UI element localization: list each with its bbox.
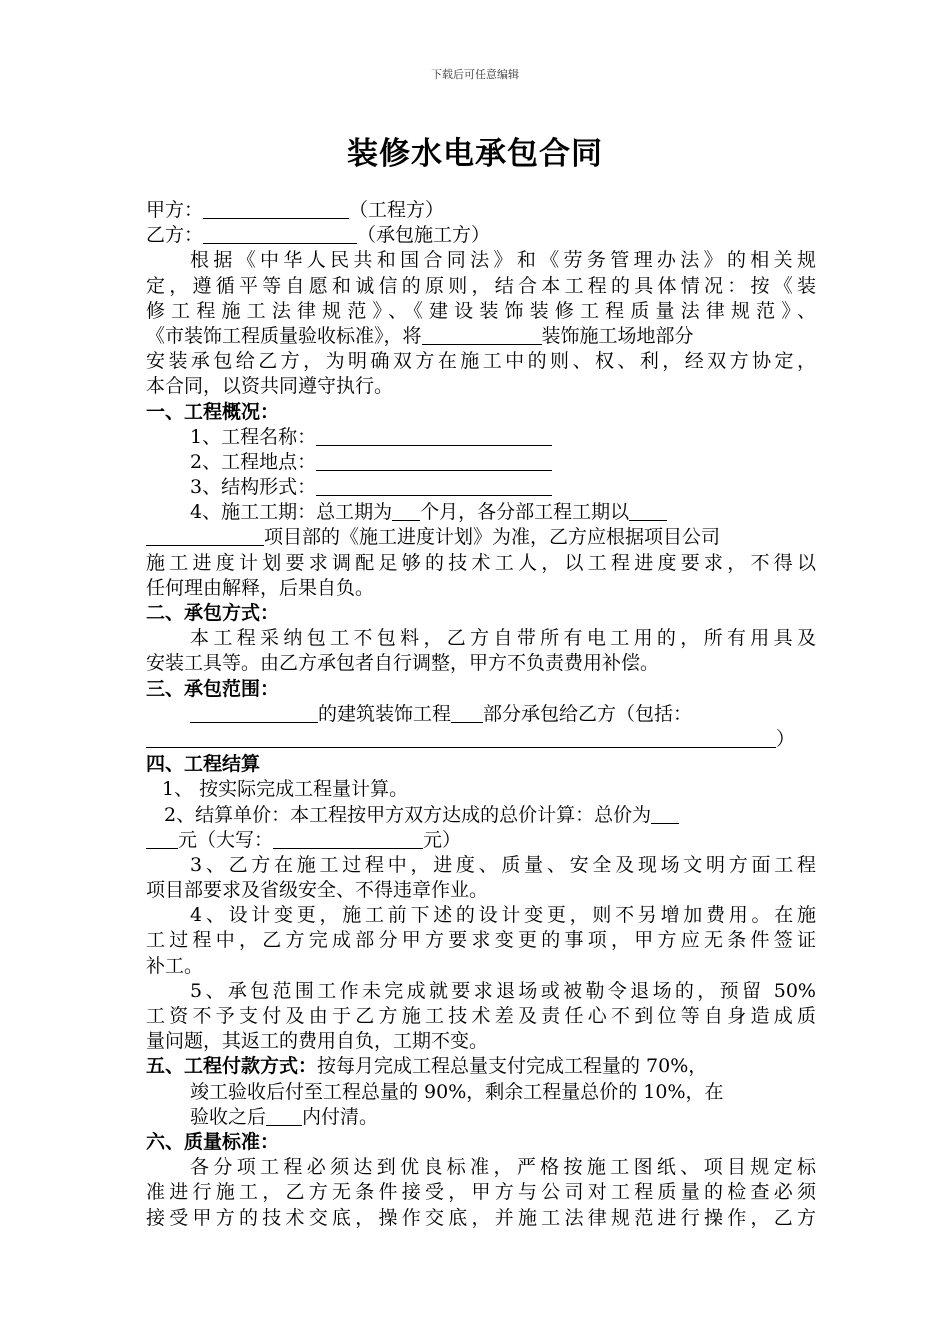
period-line: 任何理由解释，后果自负。 [146,576,375,599]
payment-days-blank[interactable] [266,1106,302,1126]
site-blank[interactable] [422,325,542,345]
party-a-blank[interactable] [203,199,349,219]
quality-line: 准进行施工，乙方无条件接受，甲方与公司对工程质量的检查必须 [146,1181,816,1204]
settlement-line: 量问题，其返工的费用自负，工期不变。 [146,1030,489,1053]
settlement-line: 2、结算单价：本工程按甲方双方达成的总价计算：总价为 [146,803,816,828]
intro-line: 定，遵循平等自愿和诚信的原则，结合本工程的具体情况：按《装 [146,274,816,297]
scope-blank[interactable] [190,703,318,723]
page-header-note: 下载后可任意编辑 [431,68,519,81]
period-line: 项目部的《施工进度计划》为准，乙方应根据项目公司 [146,525,816,550]
intro-line: 安装承包给乙方，为明确双方在施工中的则、权、利，经双方协定， [146,350,816,373]
project-place-blank[interactable] [316,451,552,471]
intro-line: 根据《中华人民共和国合同法》和《劳务管理办法》的相关规 [190,249,816,272]
section-2-title: 二、承包方式： [146,602,280,624]
months-blank[interactable] [392,501,420,521]
project-name-blank[interactable] [316,426,552,446]
contract-mode-line: 安装工具等。由乙方承包者自行调整，甲方不负责费用补偿。 [146,652,660,675]
settlement-line: 补工。 [146,954,204,977]
scope-part-blank[interactable] [451,703,483,723]
settlement-line: 工过程中，乙方完成部分甲方要求变更的事项，甲方应无条件签证 [146,929,816,952]
total-price-blank[interactable] [651,804,679,824]
contract-body [146,198,816,1231]
intro-line: 修工程施工法律规范》、《建设装饰装修工程质量法律规范》、 [146,299,816,322]
section-5-title: 五、工程付款方式： [146,1055,318,1078]
settlement-line: 5、承包范围工作未完成就要求退场或被勒令退场的，预留 50% [190,979,816,1002]
settlement-line: 3、乙方在施工过程中，进度、质量、安全及现场文明方面工程 [190,853,816,876]
section-3-title: 三、承包范围： [146,677,280,700]
period-line: 4、施工工期：总工期为 个月，各分部工程工期以 [146,500,816,525]
settlement-line: 元（大写： 元） [146,828,816,853]
intro-line: 本合同，以资共同遵守执行。 [146,375,394,398]
section-1-title: 一、工程概况： [146,400,280,423]
structure-blank[interactable] [316,476,552,496]
project-place-line: 2、工程地点： [146,450,816,475]
intro-line: 《市装饰工程质量验收标准》，将 装饰施工场地部分 [146,324,694,347]
settlement-line: 项目部要求及省级安全、不得违章作业。 [146,879,489,902]
scope-fill-line: ） [146,727,816,752]
period-line: 施工进度计划要求调配足够的技术工人，以工程进度要求，不得以 [146,551,816,574]
party-b-blank[interactable] [203,224,357,244]
quality-line: 各分项工程必须达到优良标准，严格按施工图纸、项目规定标 [190,1156,816,1179]
total-price-blank-cont[interactable] [146,829,178,849]
contract-mode-line: 本工程采纳包工不包料，乙方自带所有电工用的，所有用具及 [190,627,816,650]
scope-detail-blank[interactable] [146,728,776,748]
settlement-line: 1、 按实际完成工程量计算。 [162,778,409,801]
party-b-line: 乙方： （承包施工方） [146,224,491,247]
party-a-line: 甲方： （工程方） [146,199,445,221]
section-5-line: 五、工程付款方式：按每月完成工程总量支付完成工程量的 70%， [146,1055,708,1078]
section-4-title: 四、工程结算 [146,753,261,776]
period-blank[interactable] [629,501,667,521]
document-title: 装修水电承包合同 [347,136,603,172]
period-blank-cont[interactable] [146,526,264,546]
payment-line: 竣工验收后付至工程总量的 90%，剩余工程量总价的 10%，在 [190,1080,724,1103]
structure-line: 3、结构形式： [146,475,816,500]
scope-line: 的建筑装饰工程 部分承包给乙方（包括： [146,702,816,727]
section-6-title: 六、质量标准： [146,1130,280,1153]
payment-line: 验收之后 内付清。 [190,1105,379,1128]
project-name-line: 1、工程名称： [146,425,816,450]
settlement-line: 4、设计变更，施工前下述的设计变更，则不另增加费用。在施 [190,904,816,927]
quality-line: 接受甲方的技术交底，操作交底，并施工法律规范进行操作，乙方 [146,1206,816,1229]
price-in-words-blank[interactable] [273,829,423,849]
settlement-line: 工资不予支付及由于乙方施工技术差及责任心不到位等自身造成质 [146,1005,816,1027]
